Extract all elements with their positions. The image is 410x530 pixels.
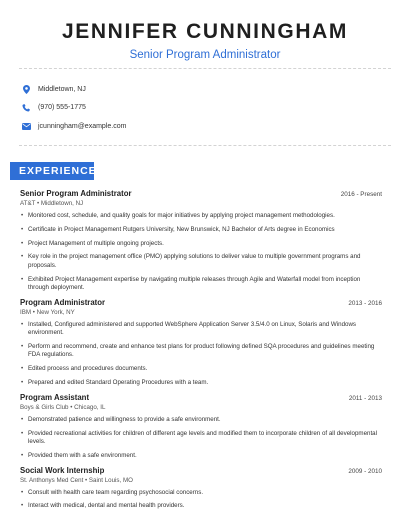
job-employer: IBM • New York, NY	[20, 308, 75, 316]
experience-section-header	[10, 162, 97, 180]
job-dates: 2011 - 2013	[348, 394, 382, 402]
experience-list	[20, 189, 382, 516]
job-entry	[20, 298, 382, 388]
job-entry	[20, 189, 382, 292]
contact-phone	[21, 99, 381, 118]
bullet-item: • Key role in the project management office (PMO) applying solutions to deliver value to multiple government programs and proposals.	[20, 253, 382, 270]
job-employer: St. Anthonys Med Cent • Saint Louis, MO	[20, 476, 133, 484]
candidate-name: JENNIFER CUNNINGHAM	[62, 20, 348, 43]
location-text: Middletown, NJ	[38, 85, 86, 93]
job-employer: AT&T • Middletown, NJ	[20, 200, 84, 207]
contact-divider	[19, 145, 391, 146]
contact-location	[21, 80, 381, 99]
bullet-item: • Provided recreational activities for children of different age levels and modified them to incorporate children of all developmental levels.	[20, 430, 382, 447]
job-bullets	[20, 489, 382, 511]
job-bullets	[20, 416, 382, 460]
bullet-item: • Exhibited Project Management expertise by navigating multiple releases through Agile and Waterfall model from inception through deployment.	[20, 276, 382, 293]
header-divider	[19, 68, 391, 69]
contact-email	[21, 117, 381, 136]
bullet-item: • Consult with health care team regarding psychosocial concerns.	[20, 489, 382, 497]
email-text: jcunningham@example.com	[38, 122, 127, 130]
job-dates: 2013 - 2016	[348, 299, 382, 307]
job-bullets	[20, 212, 382, 292]
job-entry	[20, 466, 382, 511]
bullet-item: • Interact with medical, dental and mental health providers.	[20, 502, 382, 510]
bullet-item: • Certificate in Project Management Rutgers University, New Brunswick, NJ Bachelor of Arts degree in Economics	[20, 226, 382, 234]
location-pin-icon	[21, 84, 31, 94]
bullet-item: • Provided them with a safe environment.	[20, 452, 382, 460]
job-employer: Boys & Girls Club • Chicago, IL	[20, 403, 106, 411]
experience-heading: EXPERIENCE	[19, 165, 97, 177]
phone-icon	[21, 103, 31, 113]
bullet-item: • Edited process and procedures documents.	[20, 365, 382, 373]
candidate-title: Senior Program Administrator	[129, 49, 281, 61]
bullet-item: • Demonstrated patience and willingness to provide a safe environment.	[20, 416, 382, 424]
bullet-item: • Monitored cost, schedule, and quality goals for major initiatives by applying project management methodologies.	[20, 212, 382, 220]
job-title: Program Assistant	[20, 392, 90, 402]
phone-text: (970) 555-1775	[38, 104, 86, 112]
resume-header	[0, 0, 410, 62]
job-title: Senior Program Administrator	[20, 189, 132, 198]
job-title: Program Administrator	[20, 297, 106, 307]
job-title: Social Work Internship	[20, 465, 105, 475]
bullet-item: • Perform and recommend, create and enhance test plans for product following defined SQA procedures and guidelines meeting FDA regulations.	[20, 343, 382, 360]
bullet-item: • Installed, Configured administered and supported WebSphere Application Server 3.5/4.0 on Linux, Solaris and Windows environment.	[20, 321, 382, 338]
bullet-item: • Project Management of multiple ongoing projects.	[20, 240, 382, 248]
bullet-item: • Prepared and edited Standard Operating Procedures with a team.	[20, 379, 382, 387]
job-bullets	[20, 321, 382, 388]
contact-block	[21, 80, 381, 136]
job-dates: 2009 - 2010	[348, 467, 382, 475]
job-dates: 2016 - Present	[340, 191, 382, 198]
email-icon	[21, 121, 31, 131]
job-entry	[20, 393, 382, 460]
